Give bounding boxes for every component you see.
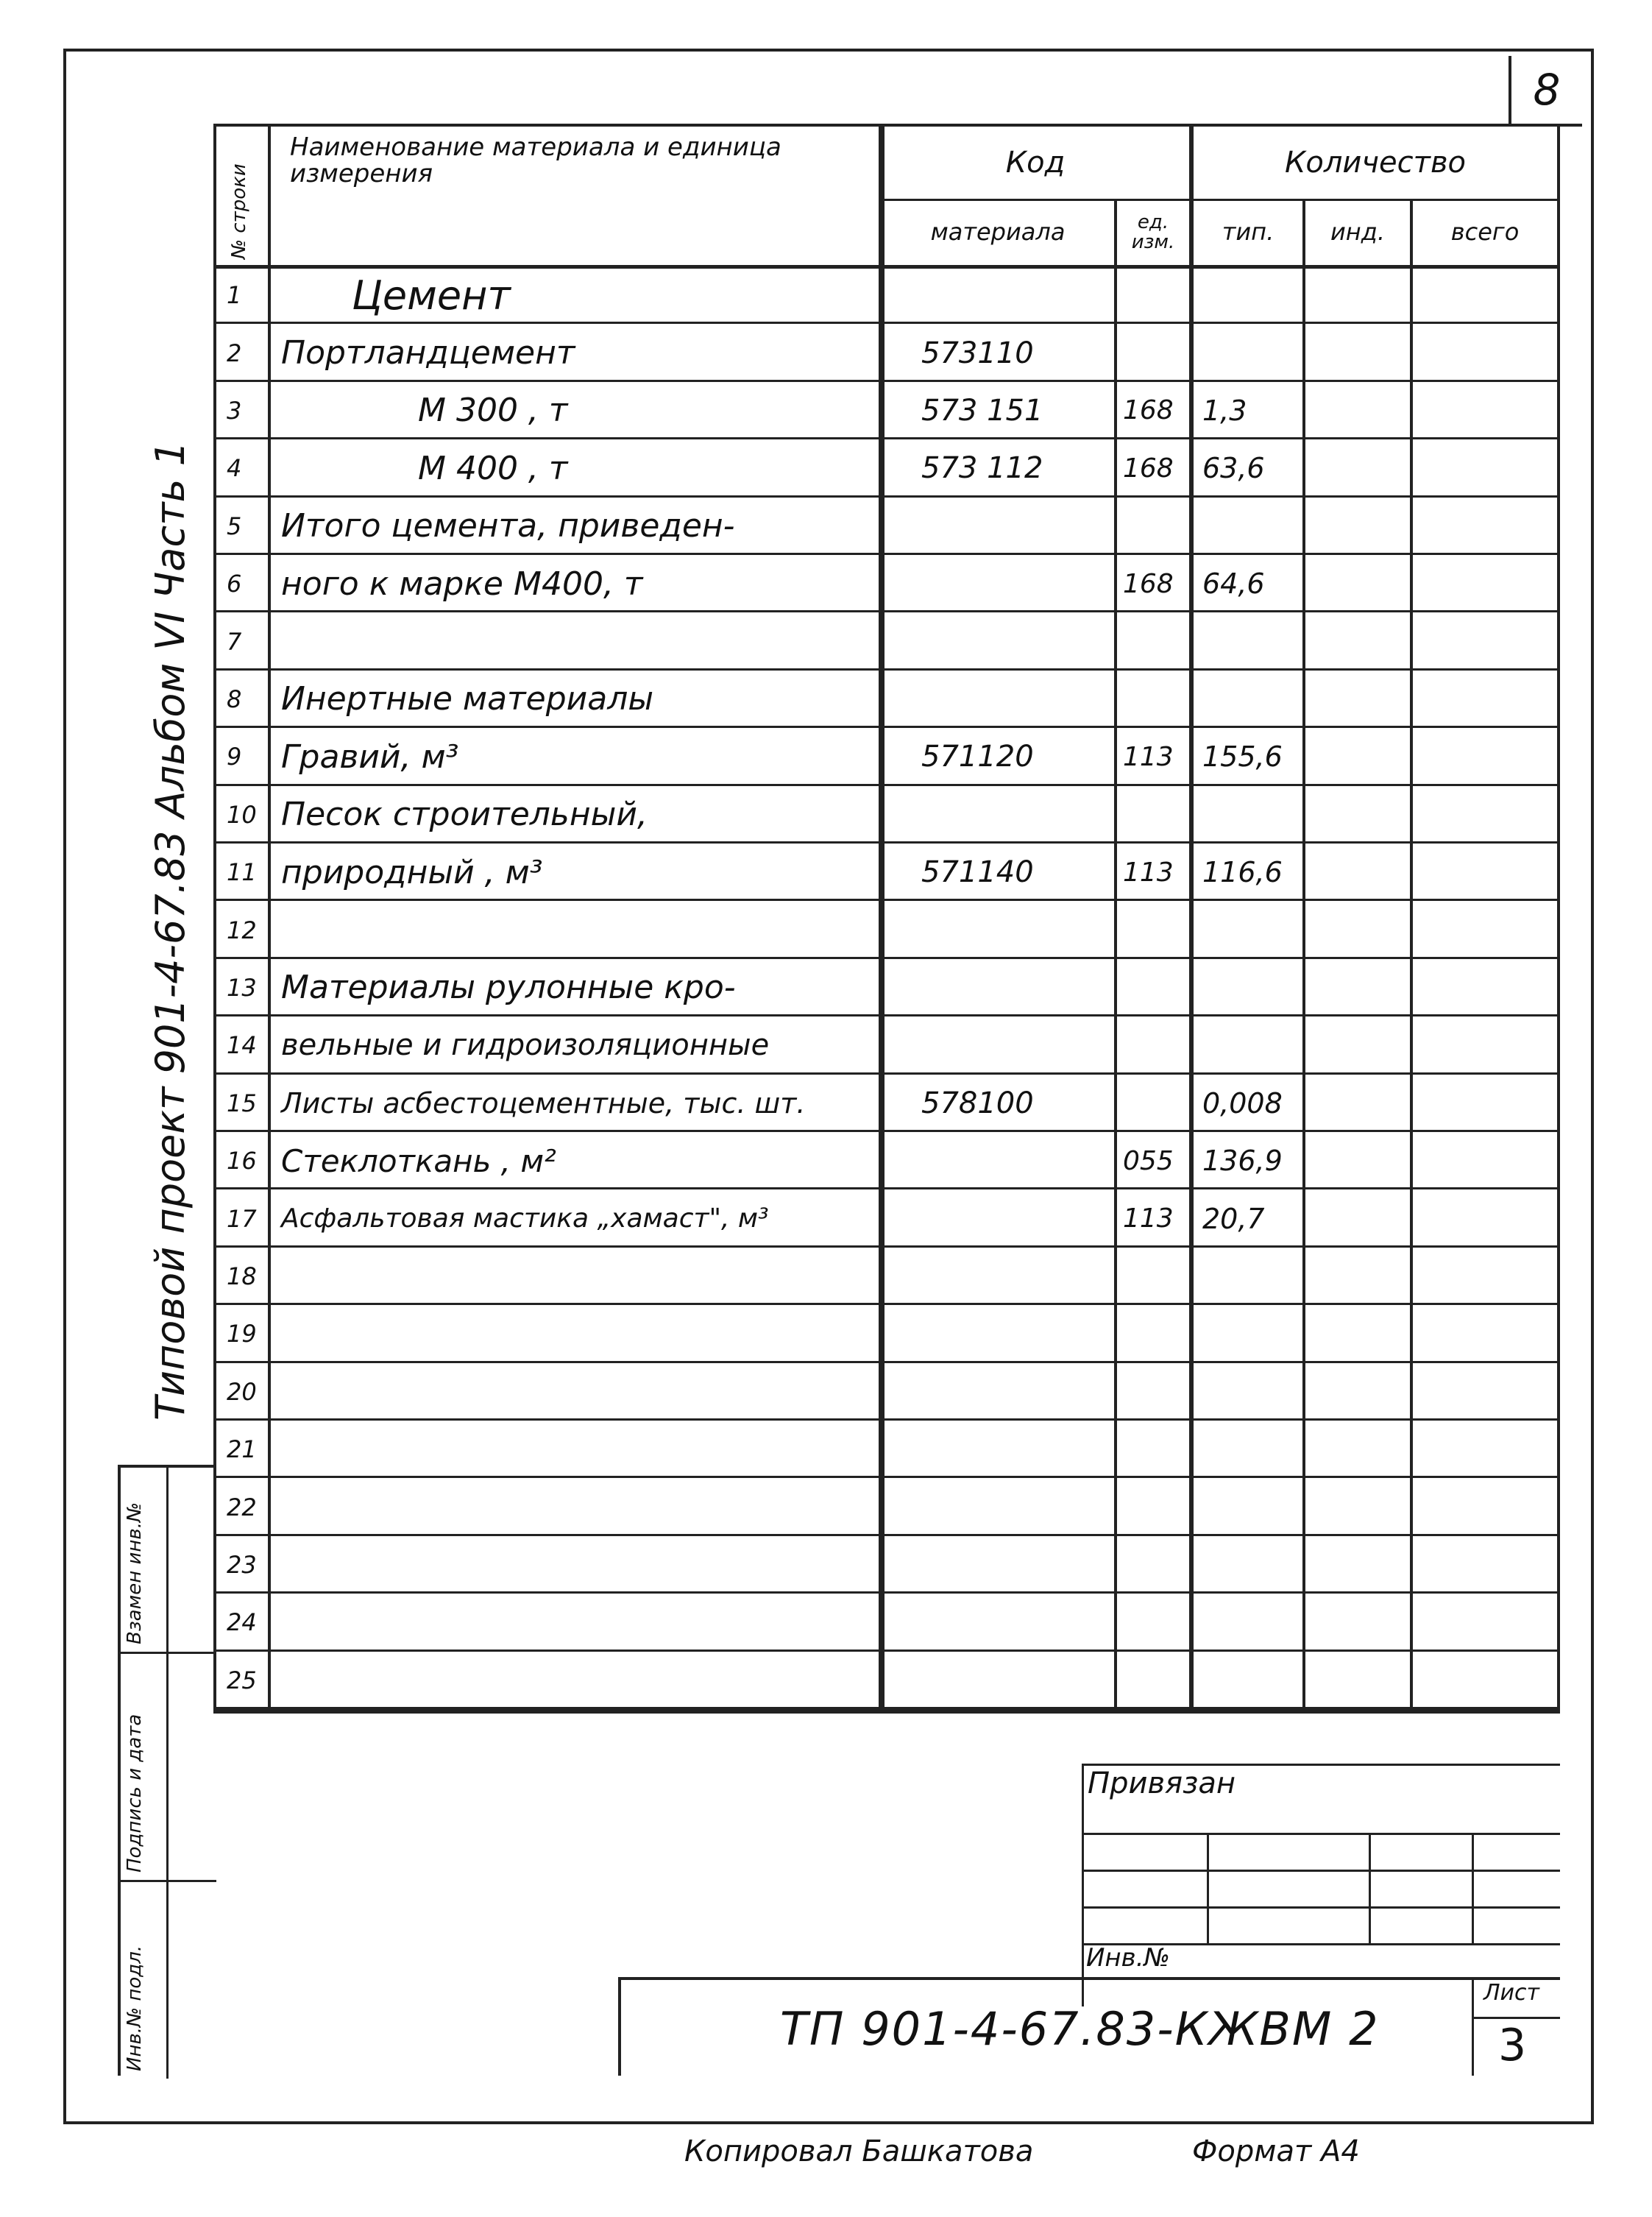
quantity-typ [1195, 266, 1302, 324]
row-number: 10 [227, 800, 257, 829]
table-row [216, 901, 1557, 958]
header-q-typ: тип. [1222, 218, 1275, 247]
row-number: 15 [227, 1089, 257, 1117]
side-boxes [118, 1465, 213, 2076]
header-code-unit: ед. изм. [1131, 211, 1175, 253]
quantity-ind [1305, 498, 1410, 555]
material-name: Асфальтовая мастика „хамаст", м³ [281, 1203, 769, 1234]
material-name: Стеклоткань , м² [281, 1142, 556, 1179]
material-code: 573 112 [921, 451, 1043, 486]
quantity-typ: 136,9 [1202, 1145, 1283, 1178]
quantity-ind [1305, 1016, 1410, 1074]
side-box-replace-inv: Взамен инв.№ [124, 1502, 146, 1644]
quantity-total [1413, 959, 1557, 1016]
material-name: вельные и гидроизоляционные [281, 1028, 770, 1063]
material-code [885, 1016, 1114, 1074]
quantity-total [1413, 382, 1557, 439]
unit-code: 113 [1123, 1203, 1174, 1234]
row-number: 1 [227, 281, 242, 310]
material-name [271, 612, 879, 670]
row-number: 13 [227, 973, 257, 1002]
table-row [216, 555, 1557, 612]
quantity-total [1413, 1594, 1557, 1651]
row-number: 22 [227, 1493, 257, 1521]
material-name: Портландцемент [281, 334, 575, 372]
quantity-total [1413, 1536, 1557, 1594]
quantity-total [1413, 612, 1557, 670]
row-number: 20 [227, 1377, 257, 1406]
material-name: Материалы рулонные кро- [281, 969, 736, 1007]
table-row [216, 844, 1557, 901]
quantity-total [1413, 844, 1557, 901]
quantity-ind [1305, 844, 1410, 901]
material-code: 571120 [921, 740, 1034, 774]
material-code [885, 1363, 1114, 1421]
unit-code: 113 [1123, 741, 1174, 772]
unit-code [1119, 901, 1189, 958]
footer-copied-by: Копировал Башкатова [684, 2135, 1034, 2168]
unit-code [1119, 266, 1189, 324]
quantity-typ [1195, 959, 1302, 1016]
quantity-ind [1305, 786, 1410, 844]
material-name [271, 1421, 879, 1478]
material-code [885, 786, 1114, 844]
unit-code [1119, 1478, 1189, 1535]
material-name [271, 1594, 879, 1651]
table-row [216, 1075, 1557, 1132]
material-code [885, 1189, 1114, 1247]
quantity-total [1413, 498, 1557, 555]
quantity-ind [1305, 1189, 1410, 1247]
table-row [216, 728, 1557, 785]
quantity-total [1413, 324, 1557, 381]
quantity-total [1413, 555, 1557, 612]
row-number: 2 [227, 339, 242, 367]
quantity-ind [1305, 671, 1410, 728]
quantity-total [1413, 671, 1557, 728]
quantity-ind [1305, 612, 1410, 670]
material-code [885, 555, 1114, 612]
quantity-typ: 20,7 [1202, 1202, 1265, 1235]
quantity-typ [1195, 1536, 1302, 1594]
material-name: ного к марке М400, т [281, 565, 643, 603]
quantity-typ [1195, 1652, 1302, 1709]
table-row [216, 1594, 1557, 1651]
material-code [885, 1536, 1114, 1594]
unit-code: 168 [1123, 568, 1174, 599]
table-row [216, 1536, 1557, 1594]
row-number: 23 [227, 1550, 257, 1579]
material-code: 573110 [921, 336, 1034, 370]
quantity-ind [1305, 555, 1410, 612]
quantity-ind [1305, 266, 1410, 324]
quantity-ind [1305, 439, 1410, 497]
unit-code: 168 [1123, 453, 1174, 484]
table-row [216, 1305, 1557, 1362]
material-code: 573 151 [921, 393, 1043, 428]
table-row [216, 1248, 1557, 1305]
quantity-typ [1195, 498, 1302, 555]
quantity-typ [1195, 1248, 1302, 1305]
material-name: Инертные материалы [281, 680, 654, 718]
header-q-total: всего [1450, 218, 1520, 247]
material-name [271, 1248, 879, 1305]
quantity-typ: 155,6 [1202, 740, 1283, 774]
stamp-list-number: 3 [1498, 2020, 1527, 2071]
side-caption: Типовой проект 901-4-67.83 Альбом VI Часть 1 [147, 441, 194, 1421]
material-name: Цемент [352, 272, 511, 319]
quantity-total [1413, 439, 1557, 497]
header-q-ind: инд. [1330, 218, 1385, 247]
material-name [271, 901, 879, 958]
quantity-ind [1305, 1478, 1410, 1535]
stamp-bound-label: Привязан [1088, 1767, 1236, 1800]
header-quantity: Количество [1284, 146, 1466, 180]
material-code: 571140 [921, 855, 1034, 890]
unit-code [1119, 1075, 1189, 1132]
material-name [271, 1536, 879, 1594]
quantity-total [1413, 1652, 1557, 1709]
material-code [885, 612, 1114, 670]
unit-code [1119, 612, 1189, 670]
table-row [216, 1652, 1557, 1709]
quantity-total [1413, 728, 1557, 785]
material-name: Гравий, м³ [281, 738, 459, 776]
row-number: 19 [227, 1320, 257, 1348]
material-name: М 300 , т [418, 392, 568, 430]
material-name [271, 1652, 879, 1709]
unit-code [1119, 1536, 1189, 1594]
material-code [885, 1594, 1114, 1651]
quantity-typ: 64,6 [1202, 567, 1265, 601]
material-code [885, 671, 1114, 728]
material-name [271, 1478, 879, 1535]
header-code: Код [1005, 146, 1066, 180]
quantity-ind [1305, 1421, 1410, 1478]
unit-code: 055 [1123, 1145, 1174, 1176]
side-box-inv-orig: Инв.№ подл. [124, 1945, 146, 2071]
row-number: 9 [227, 743, 242, 771]
quantity-ind [1305, 1305, 1410, 1362]
quantity-typ: 116,6 [1202, 856, 1283, 889]
table-row [216, 498, 1557, 555]
quantity-typ [1195, 1363, 1302, 1421]
quantity-total [1413, 1248, 1557, 1305]
quantity-typ [1195, 1016, 1302, 1074]
table-row [216, 1016, 1557, 1074]
table-row [216, 1421, 1557, 1478]
unit-code [1119, 1421, 1189, 1478]
quantity-ind [1305, 1363, 1410, 1421]
header-name: Наименование материала и единица измерения [290, 132, 781, 188]
row-number: 11 [227, 858, 257, 887]
unit-code [1119, 1248, 1189, 1305]
table-row [216, 612, 1557, 670]
header-row-number: № строки [228, 163, 250, 259]
unit-code [1119, 786, 1189, 844]
material-code [885, 266, 1114, 324]
material-name [271, 1305, 879, 1362]
side-box-sign-date: Подпись и дата [124, 1714, 146, 1873]
row-number: 18 [227, 1262, 257, 1290]
row-number: 14 [227, 1031, 257, 1060]
table-row [216, 786, 1557, 844]
material-code [885, 1305, 1114, 1362]
quantity-typ [1195, 1421, 1302, 1478]
quantity-typ [1195, 901, 1302, 958]
table-row [216, 671, 1557, 728]
sheet-number: 8 [1509, 56, 1582, 127]
material-code [885, 901, 1114, 958]
quantity-ind [1305, 324, 1410, 381]
unit-code [1119, 671, 1189, 728]
material-code: 578100 [921, 1086, 1034, 1120]
quantity-total [1413, 1421, 1557, 1478]
table-row [216, 1363, 1557, 1421]
row-number: 16 [227, 1147, 257, 1175]
row-number: 3 [227, 396, 242, 425]
quantity-total [1413, 1016, 1557, 1074]
material-name: природный , м³ [281, 853, 543, 891]
quantity-total [1413, 786, 1557, 844]
stamp-doc-code: ТП 901-4-67.83-КЖВМ 2 [780, 2002, 1380, 2056]
row-number: 12 [227, 916, 257, 944]
unit-code: 113 [1123, 857, 1174, 888]
material-code [885, 959, 1114, 1016]
row-number: 8 [227, 685, 242, 713]
table-row [216, 266, 1557, 324]
material-name: Листы асбестоцементные, тыс. шт. [281, 1086, 806, 1120]
row-number: 6 [227, 570, 242, 598]
quantity-typ [1195, 1305, 1302, 1362]
quantity-total [1413, 1189, 1557, 1247]
material-code [885, 1132, 1114, 1189]
quantity-typ [1195, 612, 1302, 670]
row-number: 25 [227, 1666, 257, 1694]
material-code [885, 1478, 1114, 1535]
quantity-total [1413, 1363, 1557, 1421]
quantity-ind [1305, 1536, 1410, 1594]
quantity-ind [1305, 901, 1410, 958]
quantity-typ [1195, 1594, 1302, 1651]
quantity-ind [1305, 1132, 1410, 1189]
quantity-ind [1305, 959, 1410, 1016]
quantity-ind [1305, 1652, 1410, 1709]
material-name: Песок строительный, [281, 796, 648, 834]
unit-code [1119, 1594, 1189, 1651]
quantity-ind [1305, 382, 1410, 439]
materials-table [213, 124, 1560, 1714]
table-row [216, 959, 1557, 1016]
quantity-total [1413, 1305, 1557, 1362]
quantity-typ [1195, 671, 1302, 728]
quantity-total [1413, 1075, 1557, 1132]
row-number: 21 [227, 1435, 257, 1464]
quantity-total [1413, 1132, 1557, 1189]
material-name: Итого цемента, приведен- [281, 507, 735, 545]
material-code [885, 498, 1114, 555]
table-row [216, 439, 1557, 497]
unit-code [1119, 959, 1189, 1016]
quantity-ind [1305, 1248, 1410, 1305]
row-number: 5 [227, 512, 242, 540]
material-code [885, 1248, 1114, 1305]
quantity-ind [1305, 1594, 1410, 1651]
quantity-typ: 1,3 [1202, 394, 1247, 427]
row-number: 24 [227, 1608, 257, 1637]
unit-code [1119, 1305, 1189, 1362]
material-code [885, 1652, 1114, 1709]
table-row [216, 1478, 1557, 1535]
table-row [216, 1189, 1557, 1247]
unit-code [1119, 324, 1189, 381]
stamp-inv-label: Инв.№ [1086, 1943, 1170, 1973]
unit-code [1119, 1016, 1189, 1074]
quantity-total [1413, 901, 1557, 958]
quantity-typ [1195, 1478, 1302, 1535]
quantity-ind [1305, 728, 1410, 785]
quantity-total [1413, 266, 1557, 324]
row-number: 4 [227, 454, 242, 483]
material-code [885, 1421, 1114, 1478]
stamp-list-label: Лист [1483, 1980, 1540, 2006]
unit-code [1119, 1363, 1189, 1421]
quantity-ind [1305, 1075, 1410, 1132]
header-code-material: материала [930, 218, 1066, 247]
table-row [216, 382, 1557, 439]
row-number: 7 [227, 627, 242, 656]
quantity-typ [1195, 786, 1302, 844]
table-row [216, 324, 1557, 381]
quantity-typ: 63,6 [1202, 452, 1265, 485]
quantity-typ: 0,008 [1202, 1086, 1283, 1120]
unit-code [1119, 498, 1189, 555]
unit-code [1119, 1652, 1189, 1709]
quantity-total [1413, 1478, 1557, 1535]
material-name: М 400 , т [418, 449, 568, 487]
table-row [216, 1132, 1557, 1189]
footer-format: Формат А4 [1192, 2135, 1360, 2168]
unit-code: 168 [1123, 395, 1174, 426]
material-name [271, 1363, 879, 1421]
row-number: 17 [227, 1204, 257, 1233]
quantity-typ [1195, 324, 1302, 381]
